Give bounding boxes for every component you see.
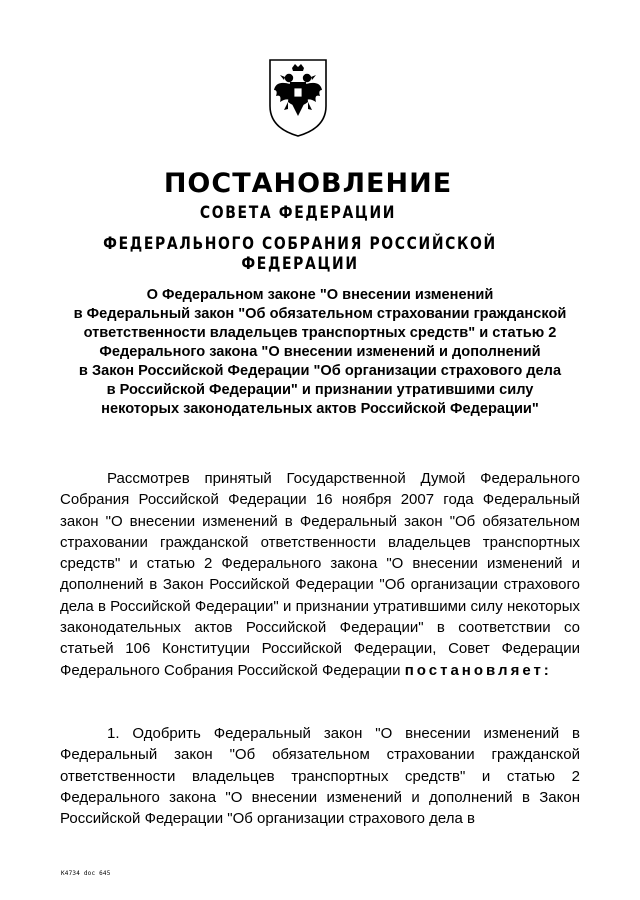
subject-line: в Закон Российской Федерации "Об организации страхового дела	[78, 363, 562, 379]
preamble-paragraph	[60, 468, 580, 681]
issuing-body: СОВЕТА ФЕДЕРАЦИИ	[199, 203, 397, 223]
item-1-text: 1. Одобрить Федеральный закон "О внесении изменений в Федеральный закон "Об обязательном страховании гражданской ответственности владельцев транспортных средств" и статью 2 Федерального закона "О внесении изменений и дополнений в Закон Российской Федерации "Об организации страхового дела в	[60, 725, 580, 828]
decree-verb: постановляет:	[404, 661, 552, 679]
subject-line: ответственности владельцев транспортных средств" и статью 2	[83, 325, 557, 341]
preamble-text: Рассмотрев принятый Государственной Думой Федерального Собрания Российской Федерации 16 ноября 2007 года Федеральный закон "О внесении изменений в Федеральный закон "Об обязательном страховании гражданской ответственности владельцев транспортных средств" и статью 2 Федерального закона "О внесении изменений и дополнений в Закон Российской Федерации "Об организации страхового дела в Российской Федерации" и признании утратившими силу некоторых законодательных актов Российской Федерации" в соответствии со статьей 106 Конституции Российской Федерации, Совет Федерации Федерального Собрания Российской Федерации	[60, 470, 580, 679]
subject-line: в Российской Федерации" и признании утратившими силу	[106, 382, 534, 398]
document-title: ПОСТАНОВЛЕНИЕ	[163, 168, 453, 199]
coat-of-arms-icon	[266, 56, 330, 140]
subject-line: О Федеральном законе "О внесении изменений	[146, 287, 494, 303]
subject-line: Федерального закона "О внесении изменений и дополнений	[99, 344, 541, 360]
document-code: К4734 doc 645	[61, 870, 111, 877]
issuing-assembly: ФЕДЕРАЛЬНОГО СОБРАНИЯ РОССИЙСКОЙ ФЕДЕРАЦИИ	[103, 234, 497, 274]
subject-line: в Федеральный закон "Об обязательном страховании гражданской	[73, 306, 567, 322]
subject-line: некоторых законодательных актов Российской Федерации"	[101, 401, 539, 417]
decree-subject	[40, 286, 600, 419]
item-1-paragraph	[60, 723, 580, 829]
